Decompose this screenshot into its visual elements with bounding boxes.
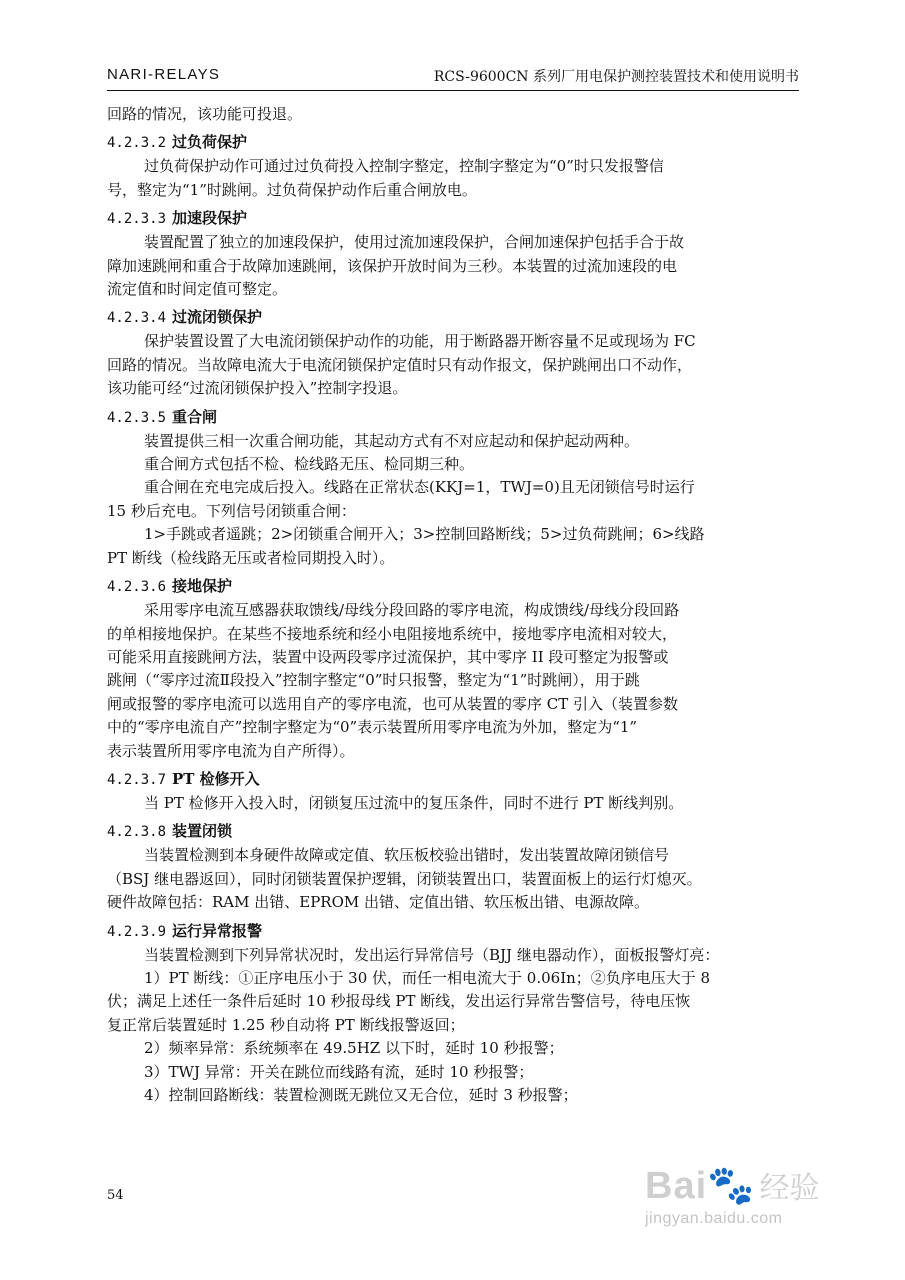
text-line: 装置配置了独立的加速段保护，使用过流加速段保护，合闸加速保护包括手合于故 — [144, 233, 685, 252]
text-line: 装置提供三相一次重合闸功能，其起动方式有不对应起动和保护起动两种。 — [144, 431, 640, 450]
watermark-logo-cn: 经验 — [759, 1171, 820, 1206]
text-line: 重合闸方式包括不检、检线路无压、检同期三种。 — [144, 455, 475, 474]
text-line: 中的“零序电流自产”控制字整定为“0”表示装置所用零序电流为外加，整定为“1” — [107, 718, 638, 737]
section-heading — [107, 406, 799, 430]
text-line: 采用零序电流互感器获取馈线/母线分段回路的零序电流，构成馈线/母线分段回路 — [144, 601, 680, 620]
section-heading — [107, 207, 799, 231]
text-line: （BSJ 继电器返回），同时闭锁装置保护逻辑，闭锁装置出口，装置面板上的运行灯熄灭。 — [107, 869, 702, 888]
section-number: 4.2.3.7 — [107, 771, 167, 788]
page-header — [107, 60, 799, 91]
section-heading — [107, 575, 799, 599]
text-line: 可能采用直接跳闸方法，装置中设两段零序过流保护，其中零序 II 段可整定为报警或 — [107, 647, 669, 666]
section-number: 4.2.3.4 — [107, 310, 167, 327]
section-heading — [107, 306, 799, 330]
section-number: 4.2.3.9 — [107, 923, 167, 940]
section-number: 4.2.3.6 — [107, 579, 167, 596]
text-line: 复正常后装置延时 1.25 秒自动将 PT 断线报警返回； — [107, 1015, 465, 1034]
text-line: 闸或报警的零序电流可以选用自产的零序电流，也可从装置的零序 CT 引入（装置参数 — [107, 694, 679, 713]
text-line: 号，整定为“1”时跳闸。过负荷保护动作后重合闸放电。 — [107, 180, 477, 199]
section-number: 4.2.3.5 — [107, 409, 167, 426]
text-line: 过负荷保护动作可通过过负荷投入控制字整定，控制字整定为“0”时只发报警信 — [144, 157, 664, 176]
text-line: 流定值和时间定值可整定。 — [107, 280, 288, 299]
text-line: 2）频率异常：系统频率在 49.5HZ 以下时，延时 10 秒报警； — [144, 1039, 564, 1058]
paw-icon: 🐾 — [707, 1165, 756, 1207]
baidu-jingyan-watermark — [645, 1163, 855, 1243]
text-line: 回路的情况，该功能可投退。 — [107, 105, 303, 123]
watermark-logo: Bai — [645, 1165, 708, 1207]
text-line: 回路的情况。当故障电流大于电流闭锁保护定值时只有动作报文，保护跳闸出口不动作， — [107, 355, 693, 374]
text-line: 当装置检测到本身硬件故障或定值、软压板校验出错时，发出装置故障闭锁信号 — [144, 846, 670, 865]
text-line: 1）PT 断线：①正序电压小于 30 伏，而任一相电流大于 0.06In；②负序电压大于 8 — [144, 968, 711, 987]
text-line: PT 断线（检线路无压或者检同期投入时）。 — [107, 548, 395, 567]
text-line: 该功能可经“过流闭锁保护投入”控制字投退。 — [107, 379, 408, 398]
text-line: 重合闸在充电完成后投入。线路在正常状态(KKJ=1，TWJ=0)且无闭锁信号时运行 — [144, 478, 695, 497]
text-line: 当 PT 检修开入投入时，闭锁复压过流中的复压条件，同时不进行 PT 断线判别。 — [144, 793, 684, 812]
text-line: 当装置检测到下列异常状况时，发出运行异常信号（BJJ 继电器动作），面板报警灯亮： — [144, 945, 720, 964]
text-line: 伏；满足上述任一条件后延时 10 秒报母线 PT 断线，发出运行异常告警信号，待电压恢 — [107, 992, 691, 1011]
text-line: 硬件故障包括：RAM 出错、EPROM 出错、定值出错、软压板出错、电源故障。 — [107, 893, 650, 912]
section-title: 过流闭锁保护 — [172, 308, 263, 327]
section-number: 4.2.3.3 — [107, 211, 167, 228]
section-heading — [107, 820, 799, 844]
brand-name: NARI-RELAYS — [107, 66, 221, 83]
page-number: 54 — [107, 1188, 124, 1203]
text-line: 表示装置所用零序电流为自产所得）。 — [107, 741, 355, 760]
text-line: 3）TWJ 异常：开关在跳位而线路有流，延时 10 秒报警； — [144, 1062, 534, 1081]
document-body — [107, 103, 799, 1107]
section-heading — [107, 768, 799, 792]
section-number: 4.2.3.8 — [107, 824, 167, 841]
text-line: 4）控制回路断线：装置检测既无跳位又无合位，延时 3 秒报警； — [144, 1086, 578, 1104]
section-heading — [107, 131, 799, 155]
document-title: RCS-9600CN 系列厂用电保护测控装置技术和使用说明书 — [433, 69, 799, 85]
text-line: 15 秒后充电。下列信号闭锁重合闸： — [107, 501, 356, 520]
section-title: 接地保护 — [172, 577, 233, 596]
section-title: PT 检修开入 — [172, 769, 260, 788]
section-title: 重合闸 — [172, 407, 218, 426]
text-line: 保护装置设置了大电流闭锁保护动作的功能，用于断路器开断容量不足或现场为 FC — [144, 332, 696, 351]
text-line: 跳闸（“零序过流Ⅱ段投入”控制字整定“0”时只报警，整定为“1”时跳闸），用于跳 — [107, 671, 640, 690]
text-line: 的单相接地保护。在某些不接地系统和经小电阻接地系统中，接地零序电流相对较大， — [107, 624, 678, 643]
watermark-url: jingyan.baidu.com — [645, 1210, 783, 1227]
text-line: 1>手跳或者遥跳；2>闭锁重合闸开入；3>控制回路断线；5>过负荷跳闸；6>线路 — [144, 525, 705, 544]
section-number: 4.2.3.2 — [107, 135, 167, 152]
section-title: 运行异常报警 — [172, 921, 263, 940]
section-title: 装置闭锁 — [172, 822, 233, 841]
text-line: 障加速跳闸和重合于故障加速跳闸，该保护开放时间为三秒。本装置的过流加速段的电 — [107, 256, 678, 275]
section-title: 加速段保护 — [172, 209, 248, 228]
section-title: 过负荷保护 — [172, 133, 248, 152]
section-heading — [107, 920, 799, 944]
